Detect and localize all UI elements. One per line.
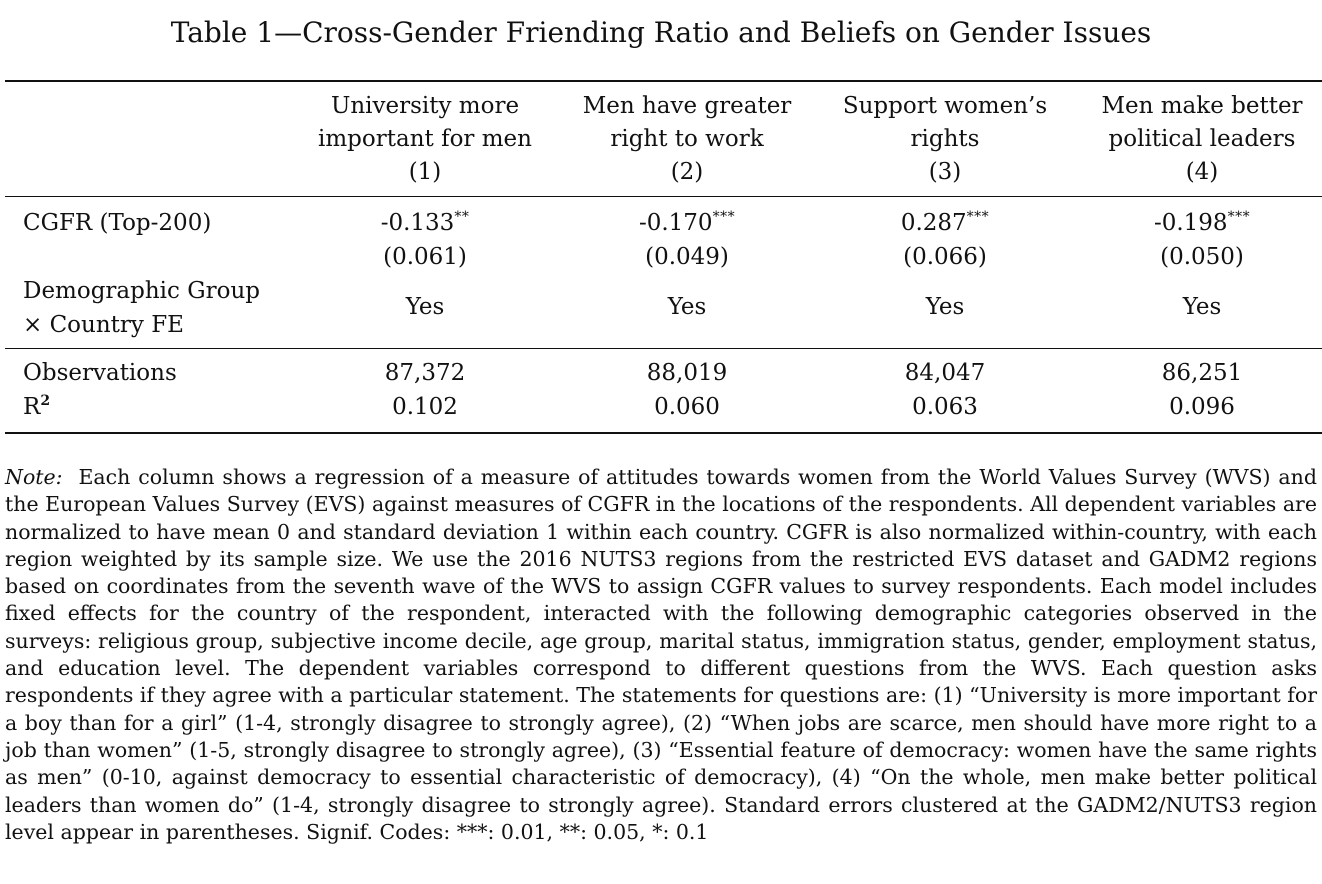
r2-label-base: R — [23, 394, 41, 420]
cgfr-se-2: (0.049) — [645, 244, 729, 270]
row-label-r2 — [23, 390, 50, 424]
column-header-4-line1: Men make better — [1101, 93, 1303, 119]
header-rule — [5, 196, 1322, 197]
r2-label-superscript: 2 — [40, 393, 51, 409]
row-label-observations: Observations — [23, 360, 177, 386]
column-header-3-line2: rights — [910, 126, 980, 152]
r2-1: 0.102 — [392, 394, 458, 420]
cgfr-coef-1 — [300, 206, 550, 240]
row-label-cgfr: CGFR (Top-200) — [23, 210, 212, 236]
column-header-3 — [820, 90, 1070, 189]
r2-4: 0.096 — [1169, 394, 1235, 420]
row-label-fe-line1: Demographic Group — [23, 278, 260, 304]
table-title: Table 1—Cross-Gender Friending Ratio and Beliefs on Gender Issues — [170, 16, 1152, 49]
cgfr-coef-3-value: 0.287 — [900, 210, 967, 236]
column-header-4 — [1077, 90, 1322, 189]
column-header-2-line1: Men have greater — [582, 93, 792, 119]
column-header-2-line2: right to work — [610, 126, 764, 152]
cgfr-se-3: (0.066) — [903, 244, 987, 270]
cgfr-coef-3-stars: *** — [966, 209, 990, 225]
column-header-2 — [562, 90, 812, 189]
cgfr-se-1: (0.061) — [383, 244, 467, 270]
note-text: Each column shows a regression of a measure of attitudes towards women from the World Values Survey (WVS) and the European Values Survey (EVS) against measures of CGFR in the locations of the respondents. All dependent variables are normalized to have mean 0 and standard deviation 1 within each country. CGFR is also normalized within-country, with each region weighted by its sample size. We use the 2016 NUTS3 regions from the restricted EVS dataset and GADM2 regions based on coordinates from the seventh wave of the WVS to assign CGFR values to survey respondents. Each model includes fixed effects for the country of the respondent, interacted with the following demographic categories observed in the surveys: religious group, subjective income decile, age group, marital status, immigration status, gender, employment status, and education level. The dependent variables correspond to different questions from the WVS. Each question asks respondents if they agree with a particular statement. The statements for questions are: (1) “University is more important for a boy than for a girl” (1-4, strongly disagree to strongly agree), (2) “When jobs are scarce, men should have more right to a job than women” (1-5, strongly disagree to strongly agree), (3) “Essential feature of democracy: women have the same rights as men” (0-10, against democracy to essential characteristic of democracy), (4) “On the whole, men make better political leaders than women do” (1-4, strongly disagree to strongly agree). Standard errors clustered at the GADM2/NUTS3 region level appear in parentheses. Signif. Codes: ***: 0.01, **: 0.05, *: 0.1 — [5, 465, 1317, 844]
observations-2: 88,019 — [646, 360, 728, 386]
table-note — [5, 464, 1317, 846]
bottom-rule — [5, 432, 1322, 434]
cgfr-coef-2-value: -0.170 — [638, 210, 713, 236]
cgfr-coef-1-stars: ** — [454, 209, 470, 225]
cgfr-coef-1-value: -0.133 — [380, 210, 455, 236]
observations-3: 84,047 — [904, 360, 986, 386]
column-header-1-line1: University more — [330, 93, 520, 119]
fe-value-2: Yes — [667, 294, 707, 320]
column-header-1-number: (1) — [408, 159, 442, 185]
column-header-3-number: (3) — [928, 159, 962, 185]
cgfr-coef-2-stars: *** — [712, 209, 736, 225]
r2-2: 0.060 — [654, 394, 720, 420]
cgfr-coef-4-stars: *** — [1227, 209, 1251, 225]
column-header-3-line1: Support women’s — [842, 93, 1048, 119]
fe-value-3: Yes — [925, 294, 965, 320]
cgfr-coef-4-value: -0.198 — [1153, 210, 1228, 236]
middle-rule — [5, 348, 1322, 349]
top-rule — [5, 80, 1322, 82]
observations-4: 86,251 — [1161, 360, 1243, 386]
cgfr-se-4: (0.050) — [1160, 244, 1244, 270]
column-header-2-number: (2) — [670, 159, 704, 185]
cgfr-coef-4 — [1077, 206, 1322, 240]
observations-1: 87,372 — [384, 360, 466, 386]
fe-value-1: Yes — [405, 294, 445, 320]
column-header-4-line2: political leaders — [1108, 126, 1296, 152]
column-header-1 — [300, 90, 550, 189]
cgfr-coef-3 — [820, 206, 1070, 240]
cgfr-coef-2 — [562, 206, 812, 240]
column-header-4-number: (4) — [1185, 159, 1219, 185]
r2-3: 0.063 — [912, 394, 978, 420]
row-label-fe-line2: × Country FE — [23, 312, 184, 338]
note-label: Note: — [5, 465, 63, 489]
column-header-1-line2: important for men — [318, 126, 532, 152]
fe-value-4: Yes — [1182, 294, 1222, 320]
